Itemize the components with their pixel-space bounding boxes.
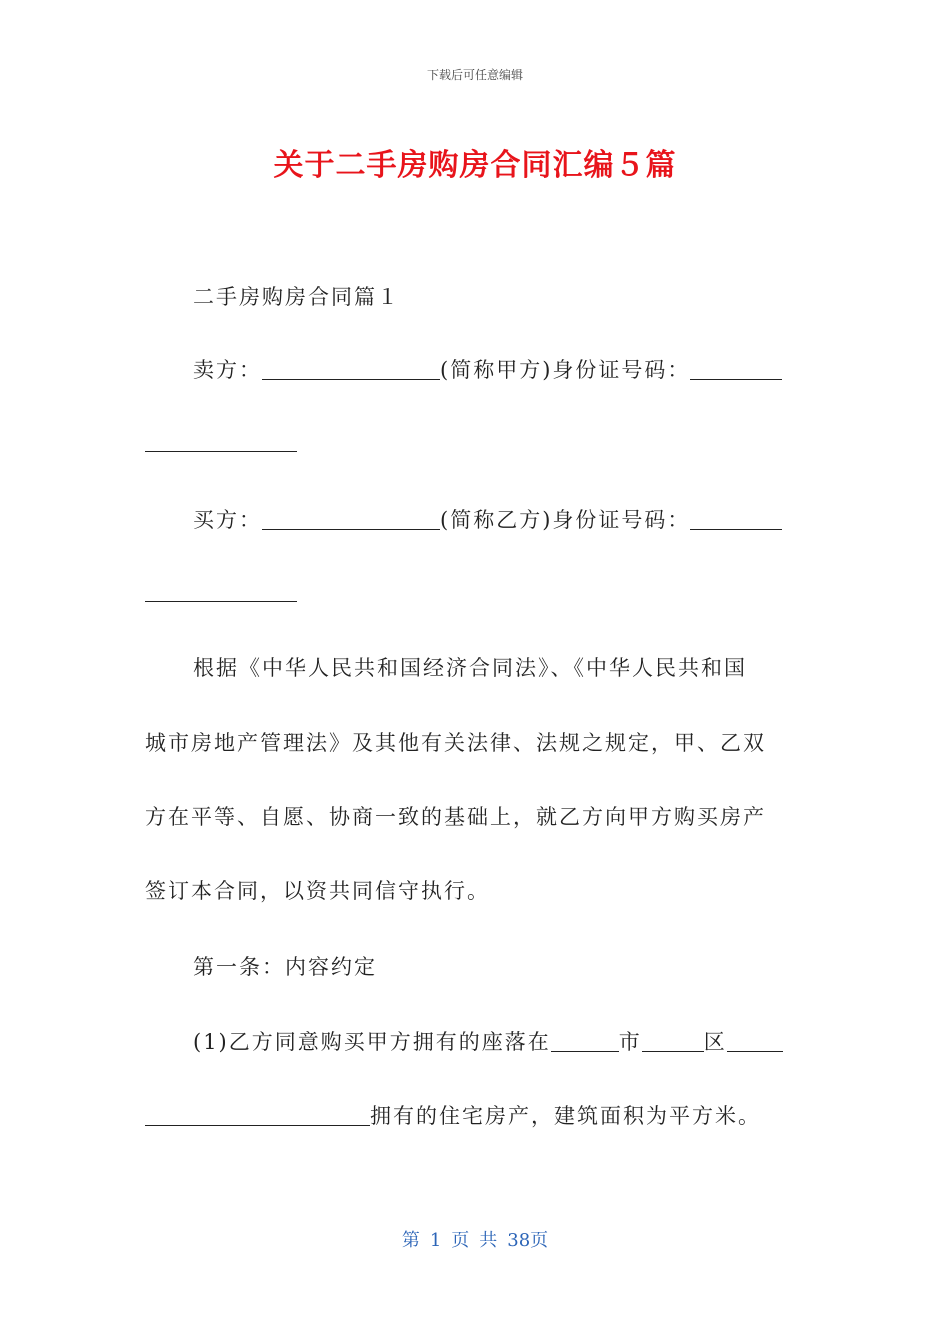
buyer-label: 买方：: [193, 508, 262, 532]
clause-continuation: [145, 1102, 805, 1130]
seller-short-name: (简称甲方): [440, 358, 553, 382]
seller-id-label: 身份证号码：: [552, 358, 691, 382]
document-title: 关于二手房购房合同汇编５篇: [273, 148, 677, 183]
paragraph-line: 城市房地产管理法》及其他有关法律、法规之规定，甲、乙双: [145, 731, 766, 755]
district-label: 区: [703, 1030, 727, 1054]
footer-page-unit: 页: [451, 1230, 470, 1251]
page-footer: [0, 1226, 950, 1252]
seller-id-continuation: [145, 428, 805, 456]
footer-total-word: 共: [479, 1230, 498, 1251]
section-heading: 二手房购房合同篇１: [193, 285, 400, 309]
buyer-line: [193, 506, 805, 534]
seller-id-blank-continued: [145, 431, 297, 452]
paragraph-line: 方在平等、自愿、协商一致的基础上，就乙方向甲方购买房产: [145, 805, 766, 829]
buyer-id-blank-continued: [145, 581, 297, 602]
address-blank-continued: [145, 1105, 370, 1126]
footer-total-pages: 38页: [507, 1230, 549, 1251]
paragraph-line: 根据《中华人民共和国经济合同法》、《中华人民共和国: [193, 656, 747, 680]
article-heading: 第一条：内容约定: [193, 955, 377, 979]
seller-line: [193, 356, 805, 384]
buyer-id-continuation: [145, 578, 805, 606]
clause-line: [193, 1028, 805, 1056]
address-blank: [727, 1031, 783, 1052]
seller-name-blank: [262, 359, 440, 380]
clause-prefix: (1)乙方同意购买甲方拥有的座落在: [193, 1030, 551, 1054]
header-note: 下载后可任意编辑: [426, 68, 523, 82]
paragraph-line: 签订本合同，以资共同信守执行。: [145, 879, 490, 903]
district-blank: [642, 1031, 704, 1052]
seller-id-blank: [690, 359, 782, 380]
clause-end: 拥有的住宅房产，建筑面积为平方米。: [370, 1104, 761, 1128]
city-blank: [551, 1031, 619, 1052]
buyer-name-blank: [262, 509, 440, 530]
footer-page-number: 1: [429, 1230, 442, 1251]
city-label: 市: [618, 1030, 642, 1054]
seller-label: 卖方：: [193, 358, 262, 382]
buyer-id-blank: [690, 509, 782, 530]
buyer-id-label: 身份证号码：: [552, 508, 691, 532]
footer-page-word: 第: [401, 1230, 420, 1251]
buyer-short-name: (简称乙方): [440, 508, 553, 532]
